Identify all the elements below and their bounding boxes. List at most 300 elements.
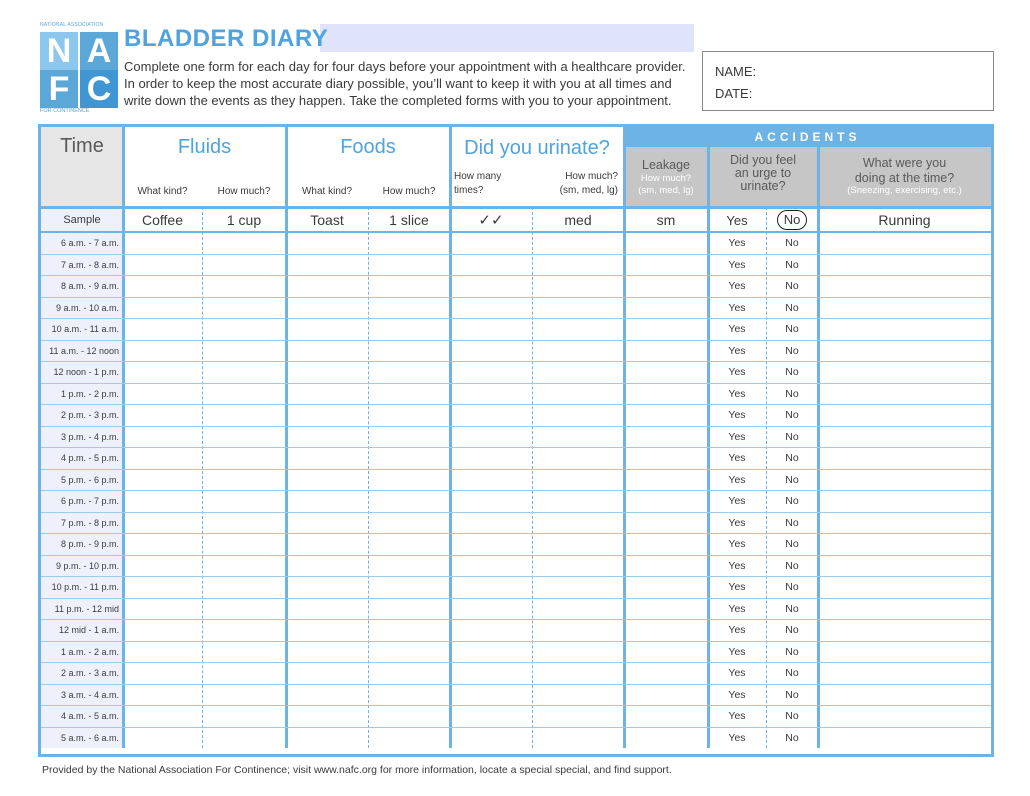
time-row-label: 3 p.m. - 4 p.m. — [60, 431, 119, 442]
entry-cell[interactable] — [202, 448, 286, 469]
entry-cell[interactable] — [450, 728, 532, 749]
entry-cell[interactable] — [123, 384, 202, 405]
entry-cell[interactable] — [818, 362, 991, 383]
entry-cell[interactable] — [286, 685, 368, 706]
time-row-label: 2 p.m. - 3 p.m. — [60, 410, 119, 421]
entry-cell[interactable] — [123, 706, 202, 727]
entry-cell[interactable] — [532, 319, 624, 340]
entry-cell[interactable] — [532, 599, 624, 620]
time-row-label: 9 a.m. - 10 a.m. — [55, 302, 119, 313]
entry-cell[interactable] — [202, 233, 286, 254]
entry-cell[interactable] — [368, 448, 450, 469]
urge-no-option[interactable]: No — [785, 301, 799, 314]
time-row-label: 1 p.m. - 2 p.m. — [60, 388, 119, 399]
title-input-field[interactable] — [320, 24, 694, 52]
entry-cell[interactable] — [123, 276, 202, 297]
time-row-label: 5 p.m. - 6 p.m. — [60, 474, 119, 485]
entry-cell[interactable] — [286, 728, 368, 749]
entry-cell[interactable] — [202, 577, 286, 598]
time-row-label: 10 a.m. - 11 a.m. — [51, 324, 119, 335]
entry-cell[interactable] — [450, 470, 532, 491]
entry-cell[interactable] — [123, 620, 202, 641]
urge-no-option[interactable]: No — [785, 258, 799, 271]
urge-no-option[interactable]: No — [785, 645, 799, 658]
entry-cell[interactable] — [818, 556, 991, 577]
entry-cell[interactable] — [202, 405, 286, 426]
urge-no-option[interactable]: No — [785, 452, 799, 465]
time-row-label: 11 p.m. - 12 mid — [54, 603, 119, 614]
page-title: BLADDER DIARY — [124, 25, 329, 52]
entry-cell[interactable] — [202, 556, 286, 577]
entry-cell[interactable] — [532, 362, 624, 383]
entry-cell[interactable] — [624, 427, 708, 448]
urge-yes-option[interactable]: Yes — [728, 581, 746, 594]
urge-no-option[interactable]: No — [785, 387, 799, 400]
entry-cell[interactable] — [532, 728, 624, 749]
entry-cell[interactable] — [123, 663, 202, 684]
entry-cell[interactable] — [818, 599, 991, 620]
urge-yes-option[interactable]: Yes — [728, 366, 746, 379]
entry-cell[interactable] — [368, 728, 450, 749]
entry-cell[interactable] — [202, 534, 286, 555]
entry-cell[interactable] — [368, 685, 450, 706]
urge-no-option[interactable]: No — [785, 667, 799, 680]
entry-cell[interactable] — [368, 255, 450, 276]
entry-cell[interactable] — [624, 276, 708, 297]
entry-cell[interactable] — [624, 384, 708, 405]
entry-cell[interactable] — [123, 491, 202, 512]
urge-no-option[interactable]: No — [785, 237, 799, 250]
entry-cell[interactable] — [202, 255, 286, 276]
entry-cell[interactable] — [123, 255, 202, 276]
entry-cell[interactable] — [624, 470, 708, 491]
entry-cell[interactable] — [624, 362, 708, 383]
entry-cell[interactable] — [368, 663, 450, 684]
entry-cell[interactable] — [818, 298, 991, 319]
entry-cell[interactable] — [286, 663, 368, 684]
urge-no-option[interactable]: No — [785, 624, 799, 637]
entry-cell[interactable] — [624, 298, 708, 319]
entry-cell[interactable] — [202, 706, 286, 727]
urge-no-option[interactable]: No — [785, 473, 799, 486]
entry-cell[interactable] — [818, 706, 991, 727]
entry-cell[interactable] — [624, 341, 708, 362]
entry-cell[interactable] — [624, 319, 708, 340]
entry-cell[interactable] — [818, 577, 991, 598]
entry-cell[interactable] — [818, 319, 991, 340]
urge-yes-option[interactable]: Yes — [728, 473, 746, 486]
intro-line: write down the events as they happen. Take the completed forms with you to your appointment. — [124, 93, 672, 108]
urge-yes-option[interactable]: Yes — [728, 516, 746, 529]
entry-cell[interactable] — [450, 599, 532, 620]
urge-yes-option[interactable]: Yes — [728, 645, 746, 658]
entry-cell[interactable] — [202, 384, 286, 405]
entry-cell[interactable] — [123, 362, 202, 383]
entry-cell[interactable] — [532, 577, 624, 598]
entry-cell[interactable] — [286, 706, 368, 727]
logo-top-text: NATIONAL ASSOCIATION — [40, 22, 104, 28]
entry-cell[interactable] — [202, 599, 286, 620]
entry-cell[interactable] — [123, 577, 202, 598]
urge-yes-option[interactable]: Yes — [728, 495, 746, 508]
time-row-label: 1 a.m. - 2 a.m. — [60, 646, 119, 657]
entry-cell[interactable] — [450, 255, 532, 276]
entry-cell[interactable] — [123, 233, 202, 254]
entry-cell[interactable] — [532, 233, 624, 254]
entry-cell[interactable] — [450, 427, 532, 448]
urge-yes-option[interactable]: Yes — [728, 731, 746, 744]
time-row-label: 8 p.m. - 9 p.m. — [60, 539, 119, 550]
entry-cell[interactable] — [532, 663, 624, 684]
entry-cell[interactable] — [368, 706, 450, 727]
entry-cell[interactable] — [450, 405, 532, 426]
sample-urge-no-circled: No — [777, 210, 808, 230]
entry-cell[interactable] — [286, 298, 368, 319]
time-row-label: 2 a.m. - 3 a.m. — [60, 668, 119, 679]
urge-no-option[interactable]: No — [785, 710, 799, 723]
entry-cell[interactable] — [286, 341, 368, 362]
entry-cell[interactable] — [123, 599, 202, 620]
accidents-header: ACCIDENTS — [754, 130, 861, 144]
entry-cell[interactable] — [532, 556, 624, 577]
entry-cell[interactable] — [624, 255, 708, 276]
date-label: DATE: — [715, 86, 753, 101]
entry-cell[interactable] — [286, 577, 368, 598]
urge-yes-option[interactable]: Yes — [728, 280, 746, 293]
entry-cell[interactable] — [624, 620, 708, 641]
entry-cell[interactable] — [123, 642, 202, 663]
entry-cell[interactable] — [818, 255, 991, 276]
entry-cell[interactable] — [818, 620, 991, 641]
entry-cell[interactable] — [286, 491, 368, 512]
entry-cell[interactable] — [532, 384, 624, 405]
urge-yes-option[interactable]: Yes — [728, 387, 746, 400]
foods-kind-label: What kind? — [301, 185, 353, 197]
entry-cell[interactable] — [818, 685, 991, 706]
entry-cell[interactable] — [123, 427, 202, 448]
entry-cell[interactable] — [624, 448, 708, 469]
logo-letter-a: A — [80, 32, 118, 70]
entry-cell[interactable] — [450, 556, 532, 577]
entry-cell[interactable] — [286, 319, 368, 340]
entry-cell[interactable] — [624, 728, 708, 749]
leakage-hint: How much? — [640, 172, 692, 184]
sample-urge-yes: Yes — [726, 212, 748, 228]
entry-cell[interactable] — [368, 599, 450, 620]
urge-yes-option[interactable]: Yes — [728, 710, 746, 723]
sample-food-kind: Toast — [310, 212, 344, 228]
urge-no-option[interactable]: No — [785, 323, 799, 336]
urinate-times-label: times? — [454, 184, 484, 196]
entry-cell[interactable] — [624, 599, 708, 620]
entry-cell[interactable] — [123, 319, 202, 340]
urge-yes-option[interactable]: Yes — [728, 323, 746, 336]
urge-no-option[interactable]: No — [785, 559, 799, 572]
entry-cell[interactable] — [123, 470, 202, 491]
urge-yes-option[interactable]: Yes — [728, 602, 746, 615]
entry-cell[interactable] — [368, 491, 450, 512]
entry-cell[interactable] — [202, 362, 286, 383]
entry-cell[interactable] — [624, 534, 708, 555]
entry-cell[interactable] — [450, 362, 532, 383]
entry-cell[interactable] — [286, 620, 368, 641]
entry-cell[interactable] — [532, 470, 624, 491]
urge-yes-option[interactable]: Yes — [728, 559, 746, 572]
entry-cell[interactable] — [818, 728, 991, 749]
entry-cell[interactable] — [286, 470, 368, 491]
entry-cell[interactable] — [286, 276, 368, 297]
entry-cell[interactable] — [368, 276, 450, 297]
fluids-header: Fluids — [177, 135, 232, 158]
entry-cell[interactable] — [818, 341, 991, 362]
urge-no-option[interactable]: No — [785, 602, 799, 615]
entry-cell[interactable] — [624, 556, 708, 577]
entry-cell[interactable] — [286, 513, 368, 534]
entry-cell[interactable] — [818, 534, 991, 555]
entry-cell[interactable] — [450, 663, 532, 684]
entry-cell[interactable] — [624, 642, 708, 663]
urinate-header: Did you urinate? — [464, 136, 610, 159]
urge-no-option[interactable]: No — [785, 538, 799, 551]
entry-cell[interactable] — [818, 405, 991, 426]
entry-cell[interactable] — [368, 556, 450, 577]
urge-yes-option[interactable]: Yes — [728, 688, 746, 701]
leakage-header: Leakage — [642, 158, 690, 172]
entry-cell[interactable] — [450, 319, 532, 340]
entry-cell[interactable] — [624, 706, 708, 727]
entry-cell[interactable] — [368, 534, 450, 555]
entry-cell[interactable] — [624, 491, 708, 512]
entry-cell[interactable] — [450, 577, 532, 598]
entry-cell[interactable] — [123, 298, 202, 319]
entry-cell[interactable] — [624, 233, 708, 254]
urge-no-option[interactable]: No — [785, 344, 799, 357]
urge-no-option[interactable]: No — [785, 731, 799, 744]
entry-cell[interactable] — [532, 685, 624, 706]
entry-cell[interactable] — [532, 341, 624, 362]
sample-urinate-times: ✓✓ — [478, 212, 504, 229]
entry-cell[interactable] — [123, 685, 202, 706]
entry-cell[interactable] — [818, 276, 991, 297]
entry-cell[interactable] — [286, 405, 368, 426]
entry-cell[interactable] — [450, 685, 532, 706]
urge-header: Did you feel — [729, 153, 796, 167]
urge-no-option[interactable]: No — [785, 409, 799, 422]
urge-no-option[interactable]: No — [785, 280, 799, 293]
time-row-label: 12 noon - 1 p.m. — [53, 367, 119, 378]
name-label: NAME: — [715, 64, 757, 79]
entry-cell[interactable] — [818, 448, 991, 469]
logo-letter-c: C — [80, 70, 118, 108]
entry-cell[interactable] — [202, 663, 286, 684]
entry-cell[interactable] — [368, 513, 450, 534]
entry-cell[interactable] — [286, 233, 368, 254]
entry-cell[interactable] — [368, 384, 450, 405]
entry-cell[interactable] — [532, 255, 624, 276]
time-row-label: 4 a.m. - 5 a.m. — [60, 711, 119, 722]
time-row-label: 3 a.m. - 4 a.m. — [60, 689, 119, 700]
entry-cell[interactable] — [286, 534, 368, 555]
entry-cell[interactable] — [202, 470, 286, 491]
time-header: Time — [60, 135, 104, 157]
urge-yes-option[interactable]: Yes — [728, 452, 746, 465]
entry-cell[interactable] — [450, 620, 532, 641]
urge-yes-option[interactable]: Yes — [728, 430, 746, 443]
entry-cell[interactable] — [450, 384, 532, 405]
entry-cell[interactable] — [123, 341, 202, 362]
activity-hint: (Sneezing, exercising, etc.) — [847, 185, 962, 196]
logo-letter-n: N — [40, 32, 78, 70]
entry-cell[interactable] — [532, 491, 624, 512]
urge-no-option[interactable]: No — [785, 688, 799, 701]
entry-cell[interactable] — [450, 298, 532, 319]
time-row-label: 10 p.m. - 11 p.m. — [51, 582, 119, 593]
time-row-label: 6 a.m. - 7 a.m. — [60, 238, 119, 249]
entry-cell[interactable] — [202, 298, 286, 319]
entry-cell[interactable] — [202, 319, 286, 340]
entry-cell[interactable] — [624, 577, 708, 598]
activity-header: doing at the time? — [854, 170, 955, 185]
sample-activity: Running — [878, 212, 931, 228]
entry-cell[interactable] — [818, 233, 991, 254]
urinate-amount-label: (sm, med, lg) — [559, 184, 618, 196]
entry-cell[interactable] — [123, 556, 202, 577]
entry-cell[interactable] — [450, 513, 532, 534]
urge-no-option[interactable]: No — [785, 430, 799, 443]
entry-cell[interactable] — [368, 642, 450, 663]
entry-cell[interactable] — [368, 298, 450, 319]
entry-cell[interactable] — [368, 362, 450, 383]
sample-urinate-amount: med — [564, 212, 592, 228]
entry-cell[interactable] — [624, 513, 708, 534]
intro-text — [124, 58, 704, 109]
entry-cell[interactable] — [202, 276, 286, 297]
entry-cell[interactable] — [286, 384, 368, 405]
activity-header: What were you — [862, 155, 947, 170]
entry-cell[interactable] — [286, 362, 368, 383]
urge-yes-option[interactable]: Yes — [728, 344, 746, 357]
urge-yes-option[interactable]: Yes — [728, 237, 746, 250]
entry-cell[interactable] — [202, 642, 286, 663]
entry-cell[interactable] — [624, 663, 708, 684]
time-row-label: 5 a.m. - 6 a.m. — [60, 732, 119, 743]
entry-cell[interactable] — [202, 728, 286, 749]
urge-header: an urge to — [734, 166, 792, 180]
entry-cell[interactable] — [532, 298, 624, 319]
entry-cell[interactable] — [532, 706, 624, 727]
entry-cell[interactable] — [532, 276, 624, 297]
entry-cell[interactable] — [624, 685, 708, 706]
entry-cell[interactable] — [202, 491, 286, 512]
entry-cell[interactable] — [202, 620, 286, 641]
entry-cell[interactable] — [450, 341, 532, 362]
entry-cell[interactable] — [818, 384, 991, 405]
urge-yes-option[interactable]: Yes — [728, 667, 746, 680]
nafc-logo — [38, 22, 124, 114]
entry-cell[interactable] — [286, 448, 368, 469]
entry-cell[interactable] — [202, 341, 286, 362]
entry-cell[interactable] — [368, 577, 450, 598]
time-row-label: 7 p.m. - 8 p.m. — [60, 517, 119, 528]
entry-cell[interactable] — [818, 513, 991, 534]
diary-table — [38, 124, 994, 757]
urge-yes-option[interactable]: Yes — [728, 538, 746, 551]
entry-cell[interactable] — [532, 405, 624, 426]
entry-cell[interactable] — [368, 427, 450, 448]
entry-cell[interactable] — [368, 319, 450, 340]
urge-yes-option[interactable]: Yes — [728, 409, 746, 422]
entry-cell[interactable] — [286, 427, 368, 448]
entry-cell[interactable] — [450, 642, 532, 663]
time-row-label: 11 a.m. - 12 noon — [49, 345, 119, 356]
entry-cell[interactable] — [818, 491, 991, 512]
name-date-box[interactable] — [702, 51, 994, 111]
entry-cell[interactable] — [532, 513, 624, 534]
entry-cell[interactable] — [532, 448, 624, 469]
entry-cell[interactable] — [818, 663, 991, 684]
entry-cell[interactable] — [532, 427, 624, 448]
urge-no-option[interactable]: No — [785, 516, 799, 529]
entry-cell[interactable] — [368, 233, 450, 254]
entry-cell[interactable] — [450, 233, 532, 254]
entry-cell[interactable] — [123, 728, 202, 749]
intro-line: In order to keep the most accurate diary possible, you’ll want to keep it with you at all times and — [124, 76, 672, 91]
urge-no-option[interactable]: No — [785, 366, 799, 379]
entry-cell[interactable] — [368, 405, 450, 426]
entry-cell[interactable] — [123, 448, 202, 469]
entry-cell[interactable] — [286, 642, 368, 663]
urge-yes-option[interactable]: Yes — [728, 301, 746, 314]
entry-cell[interactable] — [286, 556, 368, 577]
entry-cell[interactable] — [818, 427, 991, 448]
urinate-times-label: How many — [454, 170, 502, 182]
entry-cell[interactable] — [123, 513, 202, 534]
entry-cell[interactable] — [123, 534, 202, 555]
entry-cell[interactable] — [818, 470, 991, 491]
entry-cell[interactable] — [202, 427, 286, 448]
entry-cell[interactable] — [450, 276, 532, 297]
logo-bottom-text: FOR CONTINENCE — [40, 108, 90, 114]
entry-cell[interactable] — [450, 448, 532, 469]
urge-yes-option[interactable]: Yes — [728, 624, 746, 637]
entry-cell[interactable] — [368, 620, 450, 641]
time-row-label: 9 p.m. - 10 p.m. — [55, 560, 119, 571]
urinate-amount-label: How much? — [565, 170, 618, 182]
time-row-label: 7 a.m. - 8 a.m. — [60, 259, 119, 270]
foods-amount-label: How much? — [382, 185, 436, 197]
entry-cell[interactable] — [123, 405, 202, 426]
entry-cell[interactable] — [368, 470, 450, 491]
urge-no-option[interactable]: No — [785, 495, 799, 508]
entry-cell[interactable] — [532, 620, 624, 641]
entry-cell[interactable] — [532, 534, 624, 555]
urge-no-option[interactable]: No — [785, 581, 799, 594]
entry-cell[interactable] — [818, 642, 991, 663]
sample-urge-no-cell — [766, 209, 818, 231]
entry-cell[interactable] — [202, 685, 286, 706]
entry-cell[interactable] — [286, 255, 368, 276]
entry-cell[interactable] — [368, 341, 450, 362]
entry-cell[interactable] — [450, 534, 532, 555]
sample-fluid-amount: 1 cup — [226, 212, 262, 228]
entry-cell[interactable] — [286, 599, 368, 620]
entry-cell[interactable] — [532, 642, 624, 663]
entry-cell[interactable] — [450, 491, 532, 512]
urge-yes-option[interactable]: Yes — [728, 258, 746, 271]
entry-cell[interactable] — [624, 405, 708, 426]
entry-cell[interactable] — [450, 706, 532, 727]
entry-cell[interactable] — [202, 513, 286, 534]
